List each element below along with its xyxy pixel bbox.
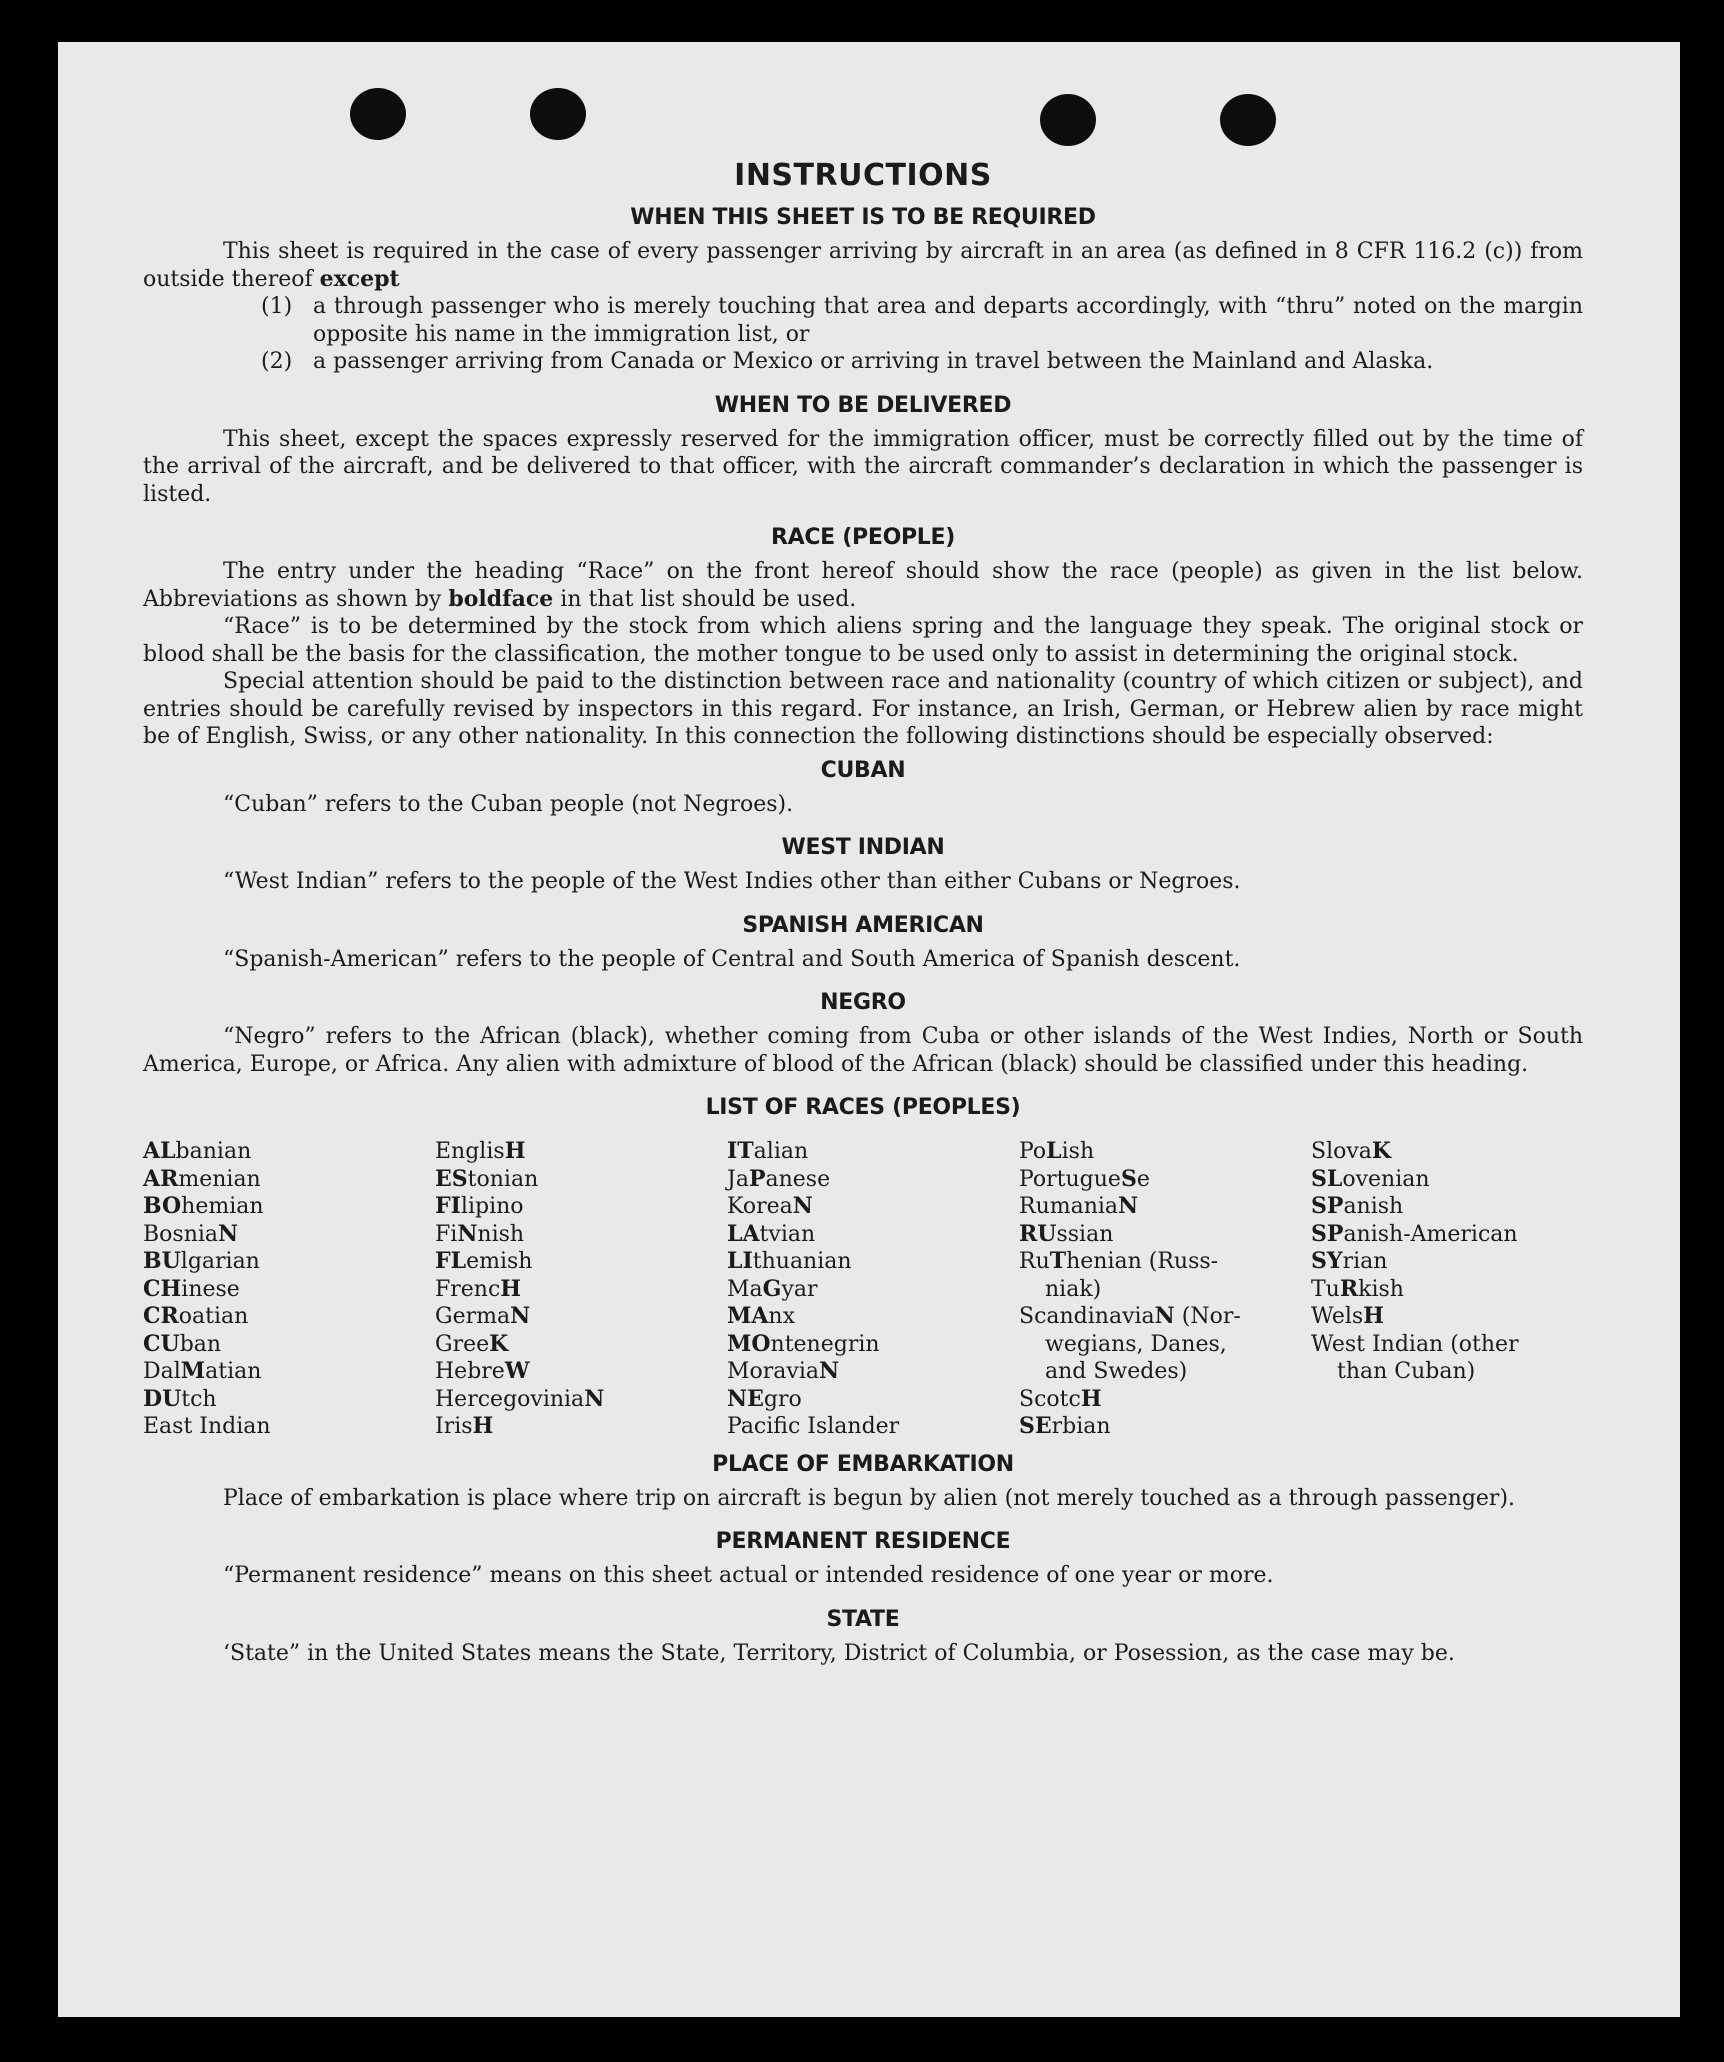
race-entry: FIlipino [435,1193,524,1219]
heading-west-indian: WEST INDIAN [781,835,945,860]
race-entry: CRoatian [143,1303,249,1329]
race-entry: East Indian [143,1414,271,1439]
race-entry: BOhemian [143,1193,264,1219]
race-entry: SPanish-American [1311,1220,1518,1247]
race-paragraph-2: “Race” is to be determined by the stock from which aliens spring and the language they speak. The original stock or blood shall be the basis for the classification, the mother tongue to be used only to assist in determining the original stock. [143,614,1583,667]
required-item-1: (1) a through passenger who is merely touching that area and departs accordingly, with “thru” noted on the margin opposite his name in the immigration list, or [261,294,1583,347]
required-item-2: (2) a passenger arriving from Canada or Mexico or arriving in travel between the Mainland and Alaska. [261,349,1434,374]
race-entry: and Swedes) [1045,1359,1188,1384]
race-column [1019,1138,1311,1441]
race-entry: RumaniaN [1019,1193,1139,1219]
document-page [58,42,1680,2017]
race-paragraph-1: The entry under the heading “Race” on the front hereof should show the race (people) as given in the list below. Abbreviations as shown by boldface in that list should be used. [143,559,1583,612]
heading-list-of-races: LIST OF RACES (PEOPLES) [705,1095,1021,1120]
race-entry: BosniaN [143,1220,239,1247]
punch-hole [1220,94,1276,146]
race-entry: BUlgarian [143,1248,260,1274]
race-entry: CUban [143,1330,222,1357]
race-entry: PoLish [1019,1138,1095,1164]
punch-hole [1040,94,1096,146]
race-entry: ARmenian [143,1165,261,1192]
race-entry: JaPanese [727,1165,831,1192]
race-column [727,1138,1019,1441]
race-entry: WelsH [1311,1303,1384,1329]
race-entry: PortugueSe [1019,1165,1150,1192]
cuban-text: “Cuban” refers to the Cuban people (not Negroes). [223,791,794,817]
heading-spanish-american: SPANISH AMERICAN [742,912,984,938]
heading-required: WHEN THIS SHEET IS TO BE REQUIRED [630,205,1096,230]
race-entry: West Indian (other [1311,1331,1519,1357]
race-entry: HercegoviniaN [435,1385,605,1412]
races-list [143,1138,1583,1441]
race-entry: than Cuban) [1337,1359,1476,1384]
race-entry: LIthuanian [727,1248,852,1274]
race-entry: MoraviaN [727,1358,840,1384]
race-entry: EnglisH [435,1138,526,1164]
race-entry: ScotcH [1019,1385,1102,1412]
race-entry: LAtvian [727,1220,816,1247]
race-entry: SErbian [1019,1413,1111,1439]
race-entry: GreeK [435,1330,509,1357]
residence-text: “Permanent residence” means on this sheet actual or intended residence of one year or more. [223,1563,1274,1588]
race-entry: DUtch [143,1385,217,1412]
instructions-content [143,154,1583,1667]
race-column [1311,1138,1603,1441]
race-entry: RUssian [1019,1220,1114,1247]
delivered-text: This sheet, except the spaces expressly reserved for the immigration officer, must be correctly filled out by the time of the arrival of the aircraft, and be delivered to that officer, with the aircraft commander’s declaration in which the passenger is listed. [143,426,1583,507]
state-text: ‘State” in the United States means the State, Territory, District of Columbia, or Posession, as the case may be. [223,1640,1455,1666]
heading-delivered: WHEN TO BE DELIVERED [714,392,1012,418]
spanish-american-text: “Spanish-American” refers to the people of Central and South America of Spanish descent. [223,946,1241,972]
race-entry: IrisH [435,1413,494,1439]
race-entry: niak) [1045,1276,1102,1302]
race-entry: MAnx [727,1303,795,1329]
race-entry: wegians, Danes, [1045,1331,1227,1357]
punch-hole [350,88,406,140]
race-entry: MaGyar [727,1275,818,1302]
embarkation-text: Place of embarkation is place where trip on aircraft is begun by alien (not merely touched as a through passenger). [223,1485,1516,1511]
race-paragraph-3: Special attention should be paid to the distinction between race and nationality (country of which citizen or subject), and entries should be carefully revised by inspectors in this regard. For instance, an Irish, German, or Hebrew alien by race might be of English, Swiss, or any other nationality. In this connection the following distinctions should be especially observed: [143,669,1583,749]
race-entry: DalMatian [143,1358,262,1384]
race-entry: SlovaK [1311,1138,1392,1164]
race-entry: EStonian [435,1165,539,1192]
race-entry: NEgro [727,1385,802,1412]
page-title: INSTRUCTIONS [734,158,992,193]
race-entry: SLovenian [1311,1165,1430,1192]
race-entry: MOntenegrin [727,1330,880,1357]
race-entry: ITalian [727,1138,809,1164]
negro-text: “Negro” refers to the African (black), whether coming from Cuba or other islands of the West Indies, North or South America, Europe, or Africa. Any alien with admixture of blood of the African (black) should be classified under this heading. [143,1024,1583,1077]
race-entry: TuRkish [1311,1275,1404,1302]
heading-state: STATE [826,1606,900,1632]
race-column [143,1138,435,1441]
race-entry: ScandinaviaN (Nor- [1019,1303,1241,1329]
punch-hole [530,88,586,140]
race-entry: FiNnish [435,1220,525,1247]
heading-race: RACE (PEOPLE) [770,525,956,550]
heading-residence: PERMANENT RESIDENCE [715,1529,1011,1554]
race-entry: CHinese [143,1275,240,1302]
race-entry: FLemish [435,1248,533,1274]
race-column [435,1138,727,1441]
race-entry: FrencH [435,1275,522,1302]
race-entry: HebreW [435,1358,530,1384]
race-entry: Pacific Islander [727,1414,900,1439]
race-entry: GermaN [435,1303,531,1329]
heading-embarkation: PLACE OF EMBARKATION [712,1451,1014,1477]
race-entry: SPanish [1311,1193,1404,1219]
race-entry: KoreaN [727,1193,813,1219]
heading-cuban: CUBAN [820,757,906,783]
race-entry: ALbanian [143,1138,252,1164]
west-indian-text: “West Indian” refers to the people of the West Indies other than either Cubans or Negroes. [223,869,1241,894]
race-entry: RuThenian (Russ- [1019,1248,1219,1274]
required-intro: This sheet is required in the case of every passenger arriving by aircraft in an area (as defined in 8 CFR 116.2 (c)) from outside thereof except [143,239,1583,292]
heading-negro: NEGRO [820,990,906,1015]
race-entry: SYrian [1311,1248,1388,1274]
